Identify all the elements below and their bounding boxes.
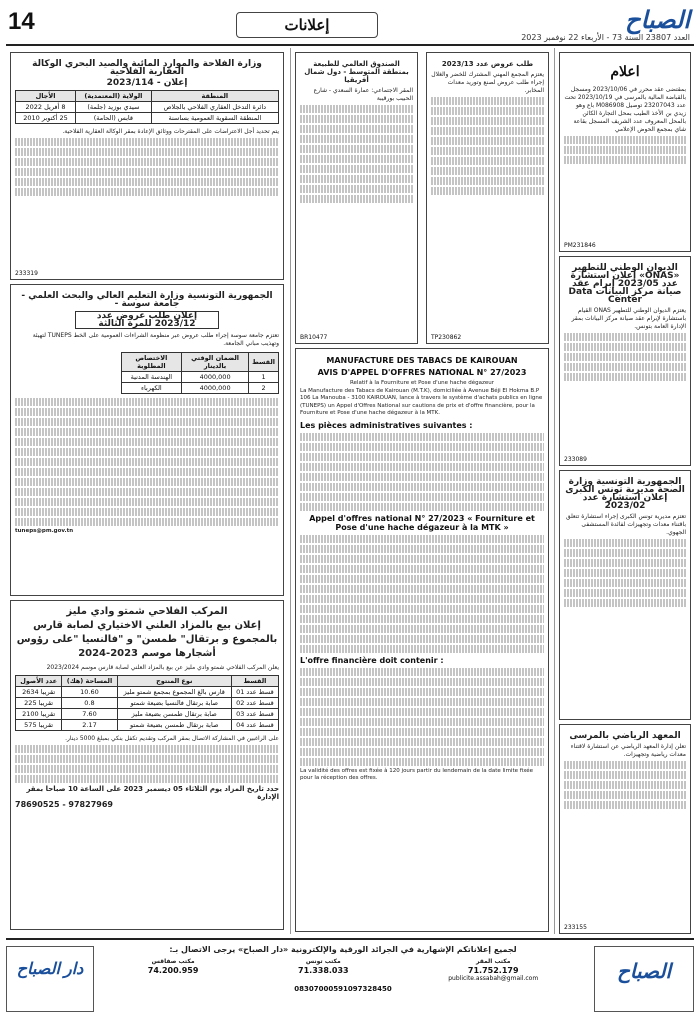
table-cell: قسط عدد 03 (231, 709, 278, 720)
tabacs-body: La Manufacture des Tabacs de Kairouan (M.T.K), domiciliée à Avenue Béji El Hokma B.P 106 La Manouba - 3100 KAIROUAN, lance à travers le système d'achats publics en ligne (TUNEPS) un Appel d'Offres National sur cautions de prix et d'offre financière, pour la Fourniture et Pose d'une hache dégazeur à la MTK. (300, 387, 543, 416)
tender-ad (426, 52, 549, 344)
table-cell: 1 (249, 372, 279, 383)
tabacs-section-3: L'offre financière doit contenir : (300, 655, 444, 665)
table-cell: الكهرباء (121, 383, 181, 394)
office-phone: 71.752.179 (467, 966, 519, 975)
footer-logo-left (6, 946, 94, 1012)
table-cell: صابة برتقال طمسن بضيعة شمتو (117, 720, 231, 731)
farm-date: حدد تاريخ المزاد يوم الثلاثاء 05 ديسمبر 2023 على الساعة 10 صباحا بمقر الإدارة (26, 785, 279, 801)
table-row (16, 698, 279, 709)
dar-assabah-logo: دار الصباح (16, 961, 84, 978)
table-header: المنطقة (151, 91, 278, 102)
table-cell: سيدي بوزيد (جلمة) (76, 102, 152, 113)
table-row (16, 102, 279, 113)
table-cell: 575 تقريبا (16, 720, 62, 731)
farm-body: على الراغبين في المشاركة الاتصال بمقر المركب وتقديم تكفل بنكي بمبلغ 5000 دينار. (65, 735, 279, 742)
table-cell: 2.17 (62, 720, 117, 731)
assabah-logo: الصباح (616, 961, 672, 983)
table-cell: 225 تقريبا (16, 698, 62, 709)
notice-body: بمقتضى عقد محرر في 2023/10/06 ومسجل بالقباضة المالية بالمرسى في 2023/10/19 تحت عدد 23207043 توصيل M086908 باع وهو زيدي بن الأخذ الطيب بمحل التجارة الكائن بالمحل المعروف عدد الشريف المسجل بقاعة شاي بمجمع الحوض الإعلامي (564, 86, 686, 133)
table-header: الأجال (16, 91, 76, 102)
agriculture-body: يتم تحديد أجل الاعتراضات على المقترحات ووثائق الإعادة بمقر الوكالة العقارية الفلاحية. (62, 128, 279, 135)
table-header: نوع المنتوج (117, 676, 231, 687)
table-cell: قسط عدد 04 (231, 720, 278, 731)
office-phone: 74.200.959 (147, 966, 199, 975)
notice-ad (559, 52, 691, 252)
column-left (6, 48, 288, 934)
tabacs-section-1: Les pièces administratives suivantes : (300, 420, 473, 430)
footer-logo-right (594, 946, 694, 1012)
table-row (16, 113, 279, 124)
tabacs-validity: La validité des offres est fixée à 120 jours partir du lendemain de la date limite fixée pour la réception des offres. (300, 767, 534, 781)
table-cell: 7.60 (62, 709, 117, 720)
footer-email[interactable]: publicite.assabah@gmail.com (448, 975, 539, 982)
tabacs-title: MANUFACTURE DES TABACS DE KAIROUAN (326, 356, 518, 365)
table-cell: 25 أكتوبر 2010 (16, 113, 76, 124)
sport-body: تعلن إدارة المعهد الرياضي عن استشارة لاقتناء معدات رياضية وتجهيزات. (570, 743, 686, 758)
section-title: إعلانات (236, 12, 378, 38)
column-middle (290, 48, 553, 934)
agriculture-table (15, 90, 279, 124)
tender-code: TP230862 (431, 334, 462, 341)
health-body: تعتزم مديرية تونس الكبرى إجراء استشارة تتعلق باقتناء معدات وتجهيزات لفائدة المستشفى الجهوي. (565, 513, 686, 536)
university-email[interactable]: tuneps@pm.gov.tn (15, 528, 74, 534)
sport-title: المعهد الرياضي بالمرسى (569, 731, 681, 741)
table-header: القسط (249, 353, 279, 372)
table-cell: 8 أفريل 2022 (16, 102, 76, 113)
university-subtitle: إعلان طلب عروض عدد 2023/12 للمرة الثالثة (75, 311, 219, 329)
footer-title: لجميع إعلاناتكم الإشهارية في الجرائد الورقية والإلكترونية «دار الصباح» يرجى الاتصال بـ: (169, 945, 517, 954)
office-phone: 71.338.033 (298, 966, 349, 975)
farm-phone: 97827969 - 78690525 (15, 800, 113, 809)
office-label: مكتب تونس (305, 958, 341, 965)
table-cell: 2100 تقريبا (16, 709, 62, 720)
agriculture-code: 233319 (15, 270, 38, 277)
table-header: المساحة (هك) (62, 676, 117, 687)
table-cell: 4000,000 (182, 383, 249, 394)
table-cell: صابة برتقال فالنسيا بضيعة شمتو (117, 698, 231, 709)
table-cell: 10.60 (62, 687, 117, 698)
office-label: مكتب المقر (475, 958, 511, 965)
health-title: الجمهورية التونسية وزارة الصحة مديرية تونس الكبرى إعلان استشارة عدد 2023/02 (565, 477, 685, 511)
onas-body: يعتزم الديوان الوطني للتطهير ONAS القيام باستشارة لإبرام عقد صيانة مركز البيانات بمقر الإدارة العامة بتونس. (571, 307, 686, 330)
table-header: عدد الأصول (16, 676, 62, 687)
tender-body: يعتزم المجمع المهني المشترك للخضر والغلال إجراء طلب عروض لصنع وتوريد معدات المخابر. (431, 71, 544, 94)
issue-line: العدد 23807 السنة 73 - الأربعاء 22 نوفمبر 2023 (521, 33, 690, 42)
wwf-body: المقر الاجتماعي: عمارة السعدي - شارع الحبيب بورقيبة (313, 87, 413, 102)
farm-headline: إعلان بيع بالمزاد العلني الاختياري لصابة قارس بالمجموع و برتقال" طمسن" و "فالنسيا "على رؤوس أشجارها موسم 2023-2024 (16, 620, 278, 659)
table-row (16, 687, 279, 698)
table-cell: الهندسة المدنية (121, 372, 181, 383)
table-cell: قسط عدد 01 (231, 687, 278, 698)
newspaper-logo: الصباح (625, 8, 690, 34)
column-right (554, 48, 695, 934)
footer-contacts (98, 946, 588, 1010)
farm-intro: يعلن المركب الفلاحي شمتو وادي مليز عن بيع بالمزاد العلني لصابة قارس موسم 2023/2024 (46, 664, 279, 671)
table-cell: قابس (الحامة) (76, 113, 152, 124)
sport-ad (559, 724, 691, 934)
tabacs-subtitle: AVIS D'APPEL D'OFFRES NATIONAL N° 27/2023 (317, 368, 527, 377)
notice-code: PM231846 (564, 242, 596, 249)
middle-top-row (291, 48, 553, 344)
table-cell: 2 (249, 383, 279, 394)
agriculture-ad (10, 52, 284, 280)
wwf-ad (295, 52, 418, 344)
table-cell: دائرة التدخل العقاري الفلاحي بالجلاص (151, 102, 278, 113)
notice-title: اعلام (610, 63, 640, 79)
page-number: 14 (8, 8, 35, 35)
office-hq (448, 958, 538, 982)
table-cell: 4000,000 (182, 372, 249, 383)
page-footer (6, 938, 694, 1018)
table-row (16, 720, 279, 731)
page-header (6, 6, 694, 46)
farm-auction-ad (10, 600, 284, 930)
footer-rib: 08307000591097328450 (294, 985, 392, 993)
onas-title: الديوان الوطني للتطهير «ONAS» إعلان استشارة عدد 2023/05 إبرام عقد صيانة مركز البيانات Data Center (568, 263, 682, 305)
wwf-code: BR10477 (300, 334, 328, 341)
farm-title: المركب الفلاحي شمتو وادي مليز (66, 606, 228, 617)
table-cell: قارس بالغ المجموع بمجمع شمتو مليز (117, 687, 231, 698)
university-body: تعتزم جامعة سوسة إجراء طلب عروض عبر منظومة الشراءات العمومية على الخط TUNEPS لتهيئة وتهذيب مباني الجامعة. (32, 332, 279, 347)
table-row (121, 372, 278, 383)
tender-title: طلب عروض عدد 2023/13 (441, 60, 534, 68)
table-cell: المنطقة السقوية العمومية بساسنة (151, 113, 278, 124)
table-header: القسط (231, 676, 278, 687)
health-ad (559, 470, 691, 720)
table-header: الضمان الوقتي بالدينار (182, 353, 249, 372)
table-cell: قسط عدد 02 (231, 698, 278, 709)
office-sfax (148, 958, 199, 982)
table-header: الاختصاص المطلوبة (121, 353, 181, 372)
tabacs-section-2: Appel d'offres national N° 27/2023 « Fourniture et Pose d'une hache dégazeur à la MTK » (309, 513, 535, 532)
university-title: الجمهورية التونسية وزارة التعليم العالي والبحث العلمي - جامعة سوسة - (21, 291, 273, 309)
table-cell: 0.8 (62, 698, 117, 709)
tabacs-object: Relatif à la Fourniture et Pose d'une hache dégazeur (349, 380, 495, 386)
onas-code: 233089 (564, 456, 587, 463)
table-header: الولاية (المعتمدية) (76, 91, 152, 102)
table-row (121, 383, 278, 394)
office-tunis (298, 958, 349, 982)
university-ad (10, 284, 284, 596)
tabacs-ad (295, 348, 549, 932)
university-table (121, 352, 279, 394)
agriculture-subtitle: إعلان - 2023/114 (106, 78, 188, 88)
masthead (420, 6, 690, 42)
footer-offices (98, 958, 588, 982)
office-label: مكتب صفاقس (151, 958, 195, 965)
farm-table (15, 675, 279, 731)
sport-code: 233155 (564, 924, 587, 931)
table-cell: 2634 تقريبا (16, 687, 62, 698)
onas-ad (559, 256, 691, 466)
agriculture-title: وزارة الفلاحة والموارد المائية والصيد البحري الوكالة العقارية الفلاحية (32, 59, 262, 77)
wwf-title: الصندوق العالمي للطبيعة بمنطقة المتوسط - دول شمال أفريقيا (304, 60, 409, 84)
table-row (16, 709, 279, 720)
table-cell: صابة برتقال طمسن بضيعة مليز (117, 709, 231, 720)
